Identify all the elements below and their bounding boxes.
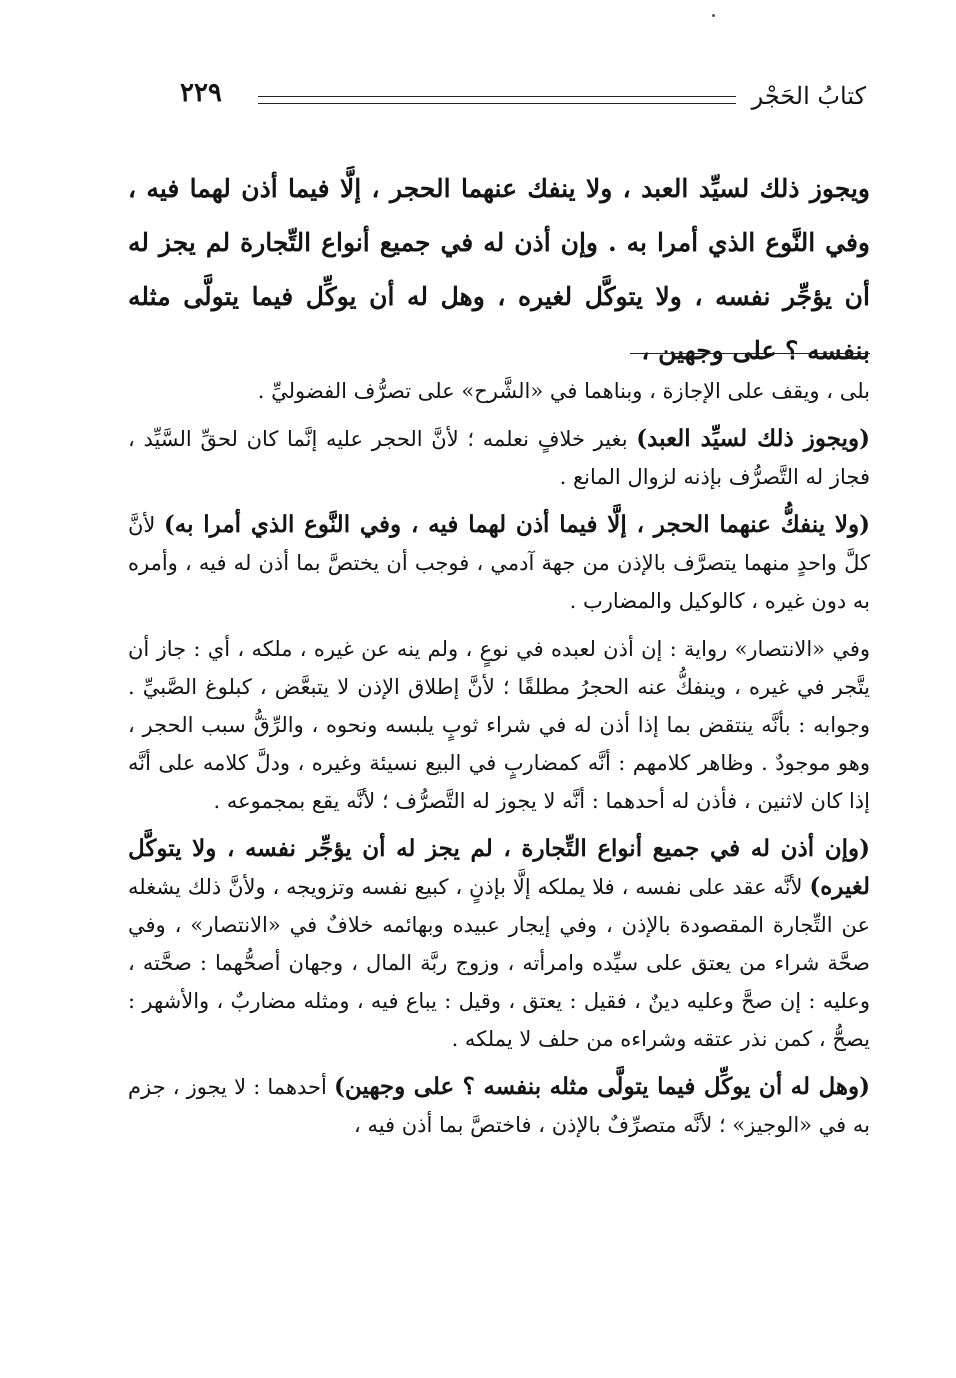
- quoted-matn: (ولا ينفكُّ عنهما الحجر ، إلَّا فيما أذن لهما فيه ، وفي النَّوع الذي أمرا به): [163, 511, 871, 538]
- commentary-paragraph: [128, 420, 870, 496]
- header-rule: [258, 96, 736, 104]
- quoted-matn: (وإن أذن له في جميع أنواع التِّجارة ، لم يجز له أن يؤجِّر نفسه ، ولا يتوكَّل لغيره): [128, 835, 870, 900]
- commentary-paragraph: [128, 830, 870, 1058]
- footnote-separator: [630, 353, 870, 354]
- commentary-paragraph: [128, 1068, 870, 1144]
- commentary-paragraph: [128, 372, 870, 410]
- commentary-text: بغير خلافٍ نعلمه ؛ لأنَّ الحجر عليه إنَّما كان لحقِّ السَّيِّد ، فجاز له التَّصرُّف بإذنه لزوال المانع .: [128, 427, 870, 489]
- chapter-title: كتابُ الحَجْر: [751, 82, 866, 110]
- commentary-text: لأنَّه عقد على نفسه ، فلا يملكه إلَّا بإذنٍ ، كبيع نفسه وتزويجه ، ولأنَّ ذلك يشغله عن التِّجارة المقصودة بالإذن ، وفي إيجار عبيده وبهائمه خلافٌ في «الانتصار» ، وفي صحَّة شراء من يعتق على سيِّده وامرأته ، وزوج ربَّة المال ، وجهان أصحُّهما : صحَّته ، وعليه : إن صحَّ وعليه دينٌ ، فقيل : يعتق ، وقيل : يباع فيه ، ومثله مضاربٌ ، والأشهر : يصحُّ ، كمن نذر عتقه وشراءه من حلف لا يملكه .: [128, 875, 870, 1051]
- commentary-paragraph: [128, 630, 870, 820]
- commentary-text: أحدهما : لا يجوز ، جزم به في «الوجيز» ؛ لأنَّه متصرِّفٌ بالإذن ، فاختصَّ بما أذن فيه ،: [128, 1075, 870, 1137]
- commentary-paragraph: [128, 506, 870, 620]
- quoted-matn: (وهل له أن يوكِّل فيما يتولَّى مثله بنفسه ؟ على وجهين): [333, 1073, 870, 1100]
- page-number: ٢٢٩: [180, 78, 222, 108]
- quoted-matn: (ويجوز ذلك لسيِّد العبد): [636, 425, 870, 452]
- main-text: ويجوز ذلك لسيِّد العبد ، ولا ينفك عنهما الحجر ، إلَّا فيما أذن لهما فيه ، وفي النَّوع الذي أمرا به . وإن أذن له في جميع أنواع التِّجارة لم يجز له أن يؤجِّر نفسه ، ولا يتوكَّل لغيره ، وهل له أن يوكِّل فيما يتولَّى مثله بنفسه ؟ على وجهين ،: [128, 174, 870, 365]
- running-header: [170, 78, 866, 118]
- commentary-text: وفي «الانتصار» رواية : إن أذن لعبده في نوعٍ ، ولم ينه عن غيره ، ملكه ، أي : جاز أن يتَّجر في غيره ، وينفكُّ عنه الحجرُ مطلقًا ؛ لأنَّ إطلاق الإذن لا يتبعَّض ، كبلوغ الصَّبيِّ . وجوابه : بأنَّه ينتقض بما إذا أذن له في شراء ثوبٍ يلبسه ونحوه ، والرِّقُّ سبب الحجر ، وهو موجودٌ . وظاهر كلامهم : أنَّه كمضاربٍ في البيع نسيئة وغيره ، ودلَّ كلامه على أنَّه إذا كان لاثنين ، فأذن له أحدهما : أنَّه لا يجوز له التَّصرُّف ؛ لأنَّه يقع بمجموعه .: [128, 637, 870, 813]
- scan-speck: [712, 14, 715, 17]
- commentary: [128, 372, 870, 1154]
- commentary-text: بلى ، ويقف على الإجازة ، وبناهما في «الشَّرح» على تصرُّف الفضوليِّ .: [257, 379, 870, 403]
- commentary-text: لأنَّ كلَّ واحدٍ منهما يتصرَّف بالإذن من جهة آدمي ، فوجب أن يختصَّ بما أذن له فيه ، وأمره به دون غيره ، كالوكيل والمضارب .: [128, 513, 870, 613]
